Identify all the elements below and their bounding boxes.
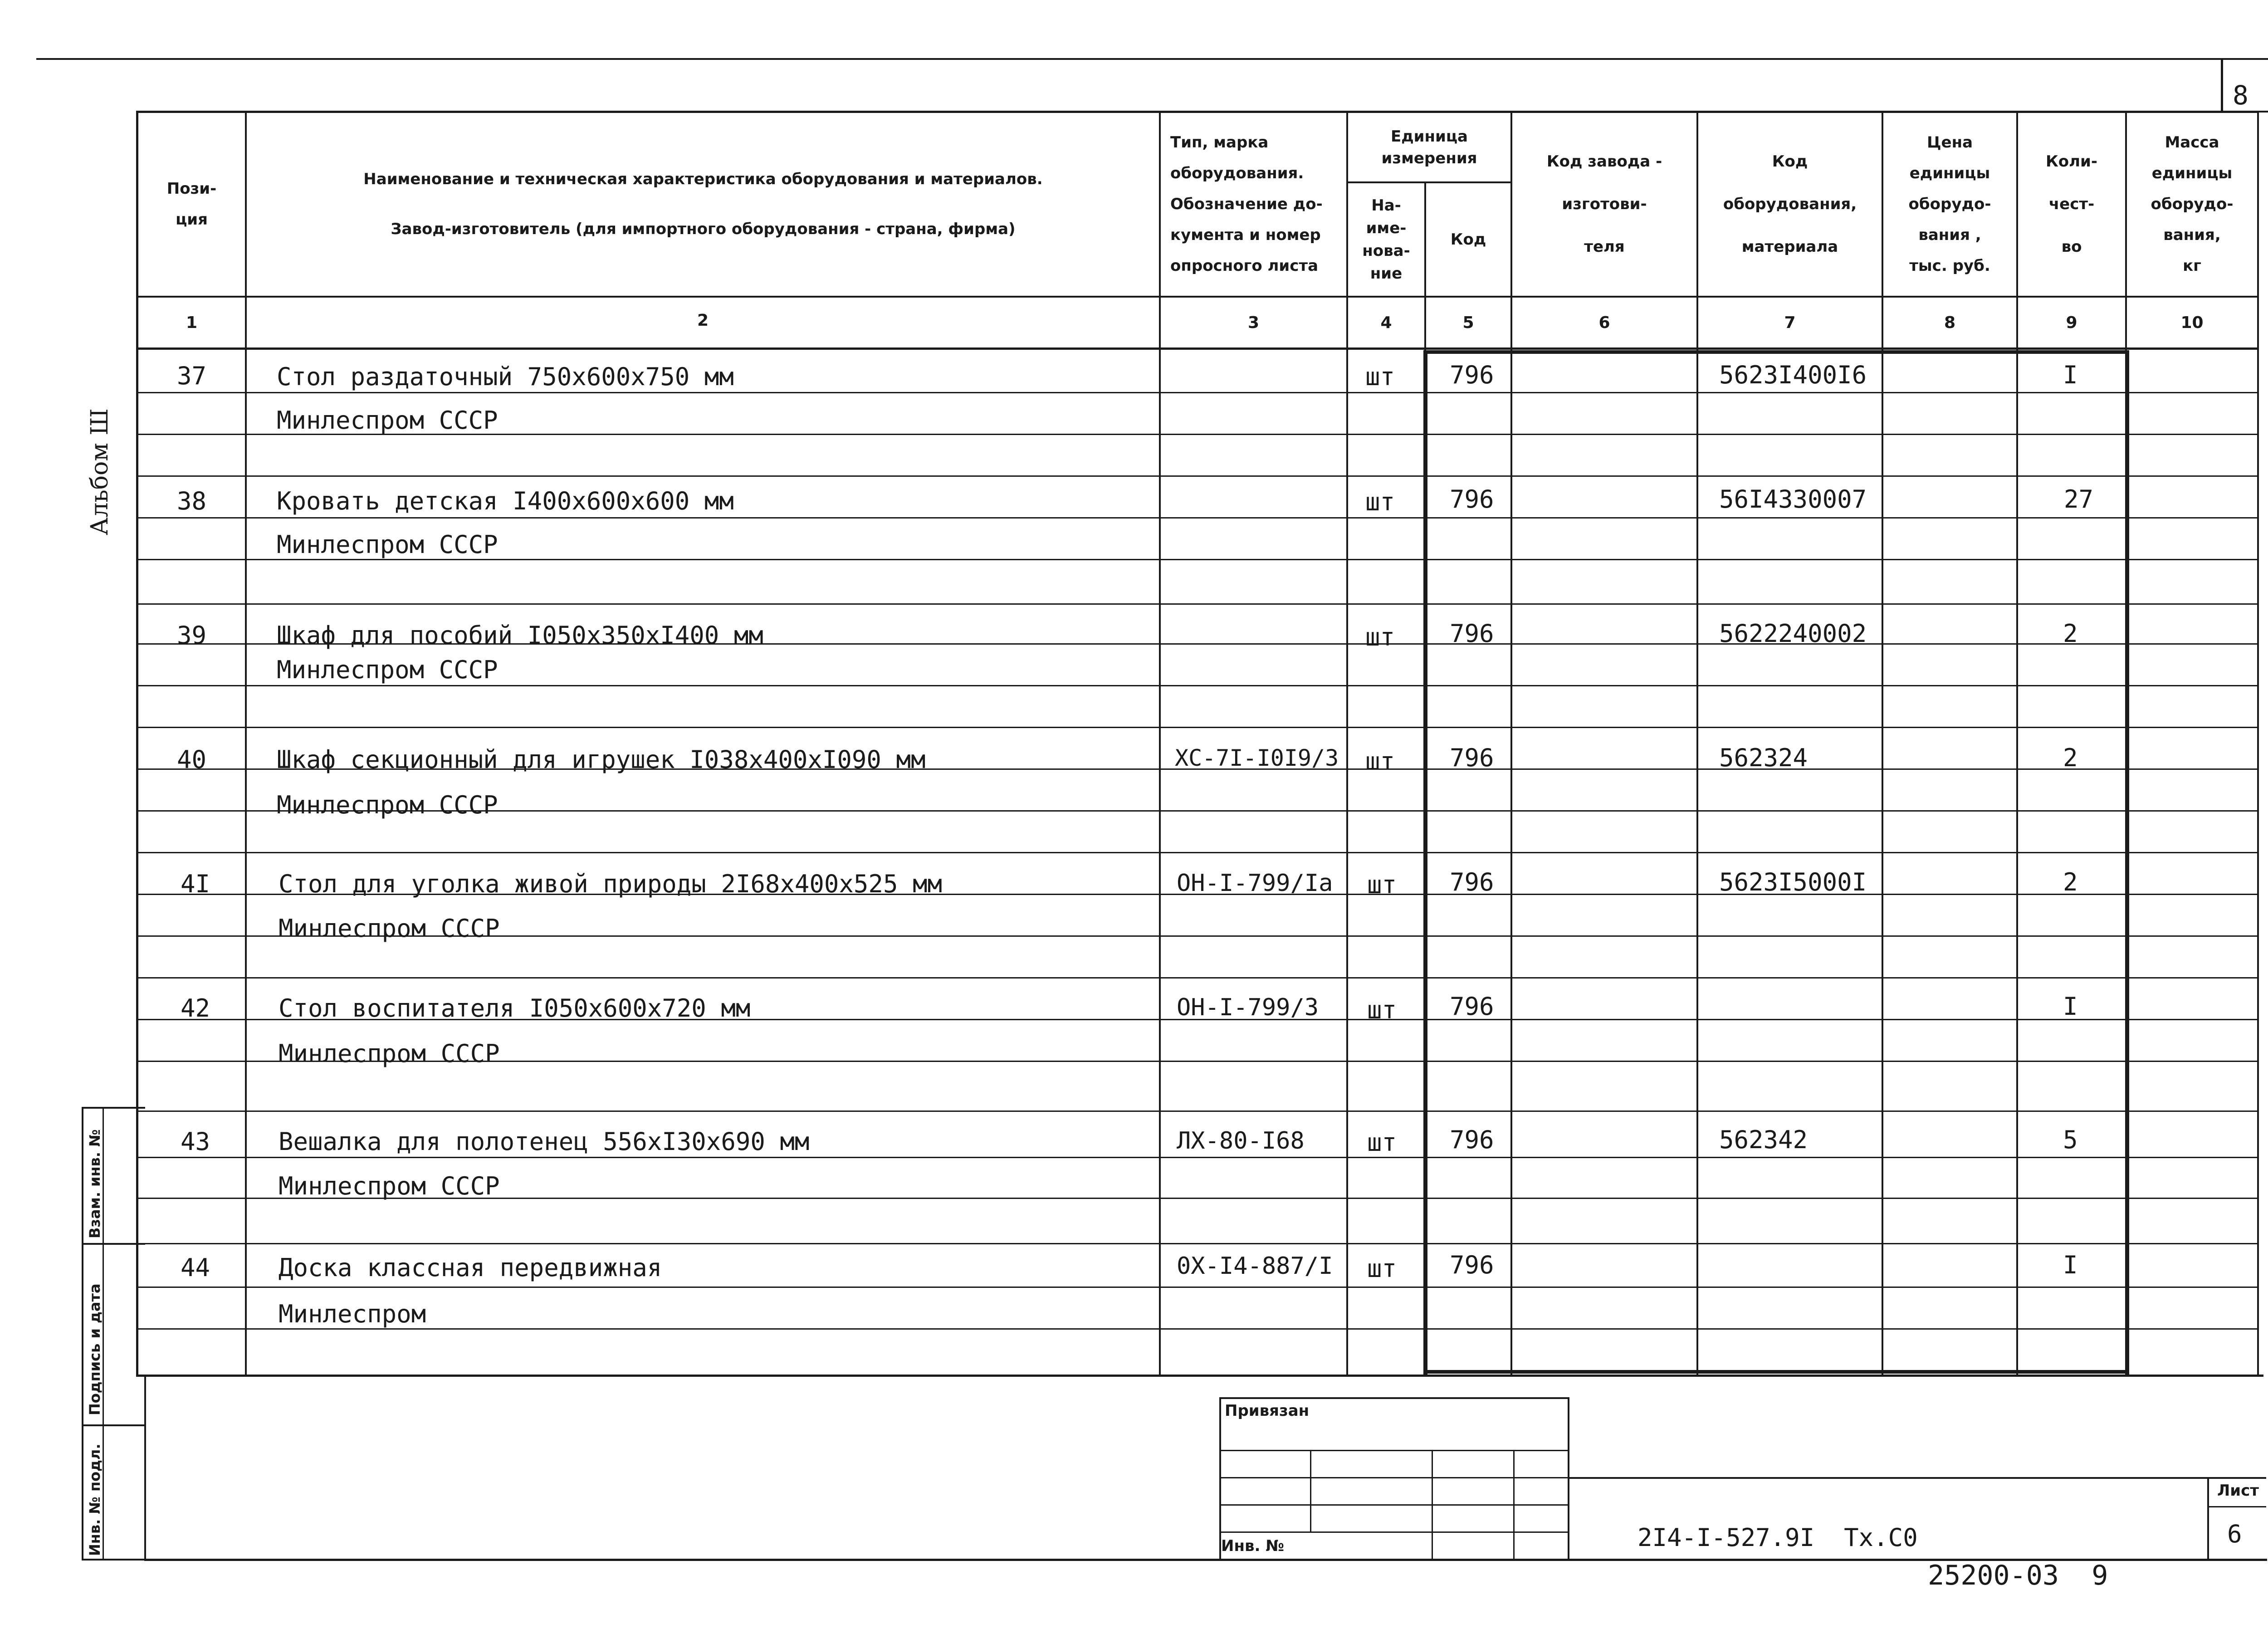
row-equip-code: 5622240002: [1719, 619, 1867, 648]
album-label: Альбом Ш: [86, 408, 113, 535]
row-name: Доска классная передвижная: [279, 1253, 662, 1282]
stamp-privyazan: Привязан: [1225, 1402, 1310, 1420]
header-price: Цена единицы оборудо- вания , тыс. руб.: [1908, 133, 1991, 275]
row-unit: шт: [1367, 1128, 1397, 1157]
row-unit-code: 796: [1450, 868, 1494, 896]
row-unit-code: 796: [1450, 485, 1494, 514]
row-position: 37: [177, 362, 207, 390]
row-unit-code: 796: [1450, 744, 1494, 772]
row-unit: шт: [1365, 362, 1395, 391]
row-unit: шт: [1367, 1254, 1397, 1283]
row-unit-code: 796: [1450, 1251, 1494, 1279]
row-name: Шкаф секционный для игрушек I038x400xI090 мм: [277, 745, 926, 774]
col-number-9: 9: [2066, 313, 2077, 332]
header-type: Тип, марка оборудования. Обозначение до- кумента и номер опросного листа: [1170, 133, 1323, 275]
header-qty: Коли- чест- во: [2046, 152, 2097, 256]
header-mass: Масса единицы оборудо- вания, кг: [2151, 133, 2234, 275]
col-number-8: 8: [1944, 313, 1956, 332]
row-qty: 2: [2063, 619, 2078, 648]
row-unit: шт: [1367, 996, 1397, 1024]
row-type: 0Х-I4-887/I: [1177, 1252, 1333, 1280]
row-type: ЛХ-80-I68: [1177, 1127, 1305, 1155]
header-unit-code: Код: [1450, 230, 1486, 249]
sheet-label: Лист: [2217, 1482, 2259, 1500]
row-qty: 27: [2064, 485, 2094, 514]
row-unit: шт: [1365, 623, 1395, 651]
row-name: Шкаф для пособий I050x350xI400 мм: [277, 621, 763, 650]
row-position: 4I: [181, 870, 210, 898]
col-number-4: 4: [1380, 313, 1392, 332]
row-type: ХС-7I-I0I9/3: [1175, 745, 1339, 771]
stamp-inv-podl: Инв. № подл.: [86, 1443, 103, 1556]
col-number-5: 5: [1462, 313, 1474, 332]
row-unit-code: 796: [1450, 361, 1494, 389]
row-unit: шт: [1367, 871, 1397, 899]
row-maker: Минлеспром СССР: [279, 914, 500, 943]
row-name: Стол для уголка живой природы 2I68x400x525 мм: [279, 870, 942, 898]
col-number-6: 6: [1598, 313, 1610, 332]
row-qty: 5: [2063, 1125, 2078, 1154]
document-code: 2I4-I-527.9I Тх.С0: [1637, 1523, 1918, 1552]
row-unit-code: 796: [1450, 619, 1494, 648]
row-equip-code: 56I4330007: [1719, 485, 1867, 514]
row-maker: Минлеспром СССР: [279, 1172, 500, 1200]
row-qty: I: [2063, 992, 2078, 1021]
row-type: ОН-I-799/Iа: [1177, 870, 1333, 897]
row-position: 42: [181, 994, 210, 1022]
row-qty: I: [2063, 361, 2078, 389]
row-qty: 2: [2063, 744, 2078, 772]
row-unit: шт: [1365, 747, 1395, 776]
row-maker: Минлеспром СССР: [277, 656, 498, 684]
header-unit: Единица измерения: [1381, 127, 1477, 167]
row-name: Стол раздаточный 750x600x750 мм: [277, 362, 734, 391]
row-equip-code: 5623I5000I: [1719, 868, 1867, 896]
stamp-vzam: Взам. инв. №: [86, 1129, 103, 1238]
row-equip-code: 562342: [1719, 1125, 1808, 1154]
row-qty: 2: [2063, 868, 2078, 896]
row-maker: Минлеспром: [279, 1300, 426, 1328]
row-unit-code: 796: [1450, 992, 1494, 1021]
col-number-7: 7: [1784, 313, 1796, 332]
row-name: Вешалка для полотенец 556xI30x690 мм: [279, 1127, 810, 1156]
row-qty: I: [2063, 1251, 2078, 1279]
stamp-inv-no: Инв. №: [1221, 1537, 1285, 1555]
sheet-value: 6: [2227, 1520, 2242, 1548]
row-maker: Минлеспром СССР: [277, 406, 498, 435]
row-maker: Минлеспром СССР: [277, 791, 498, 819]
row-maker: Минлеспром СССР: [279, 1039, 500, 1068]
header-unit-name: На- име- нова- ние: [1362, 196, 1410, 283]
row-name: Кровать детская I400x600x600 мм: [277, 487, 734, 515]
row-unit-code: 796: [1450, 1125, 1494, 1154]
row-position: 40: [177, 745, 207, 774]
row-maker: Минлеспром СССР: [277, 530, 498, 559]
row-equip-code: 562324: [1719, 744, 1808, 772]
row-equip-code: 5623I400I6: [1719, 361, 1867, 389]
col-number-10: 10: [2180, 313, 2204, 332]
header-name: Наименование и техническая характеристика оборудования и материалов. Завод-изготовитель (для импортного оборудования - страна, фирма): [363, 170, 1043, 238]
header-equip-code: Код оборудования, материала: [1723, 152, 1857, 256]
row-position: 39: [177, 621, 207, 650]
row-position: 44: [181, 1253, 210, 1282]
row-position: 38: [177, 487, 207, 515]
header-position: Пози- ция: [166, 180, 217, 229]
archive-number: 25200-03 9: [1928, 1560, 2108, 1591]
row-type: ОН-I-799/3: [1177, 994, 1319, 1021]
row-position: 43: [181, 1127, 210, 1156]
col-number-1: 1: [186, 313, 198, 332]
header-plant-code: Код завода - изготови- теля: [1546, 152, 1662, 256]
col-number-2: 2: [697, 311, 709, 330]
stamp-podpis: Подпись и дата: [86, 1283, 103, 1415]
row-name: Стол воспитателя I050x600x720 мм: [279, 994, 751, 1022]
sheet-number: 8: [2233, 80, 2248, 111]
row-unit: шт: [1365, 488, 1395, 516]
col-number-3: 3: [1247, 313, 1260, 332]
